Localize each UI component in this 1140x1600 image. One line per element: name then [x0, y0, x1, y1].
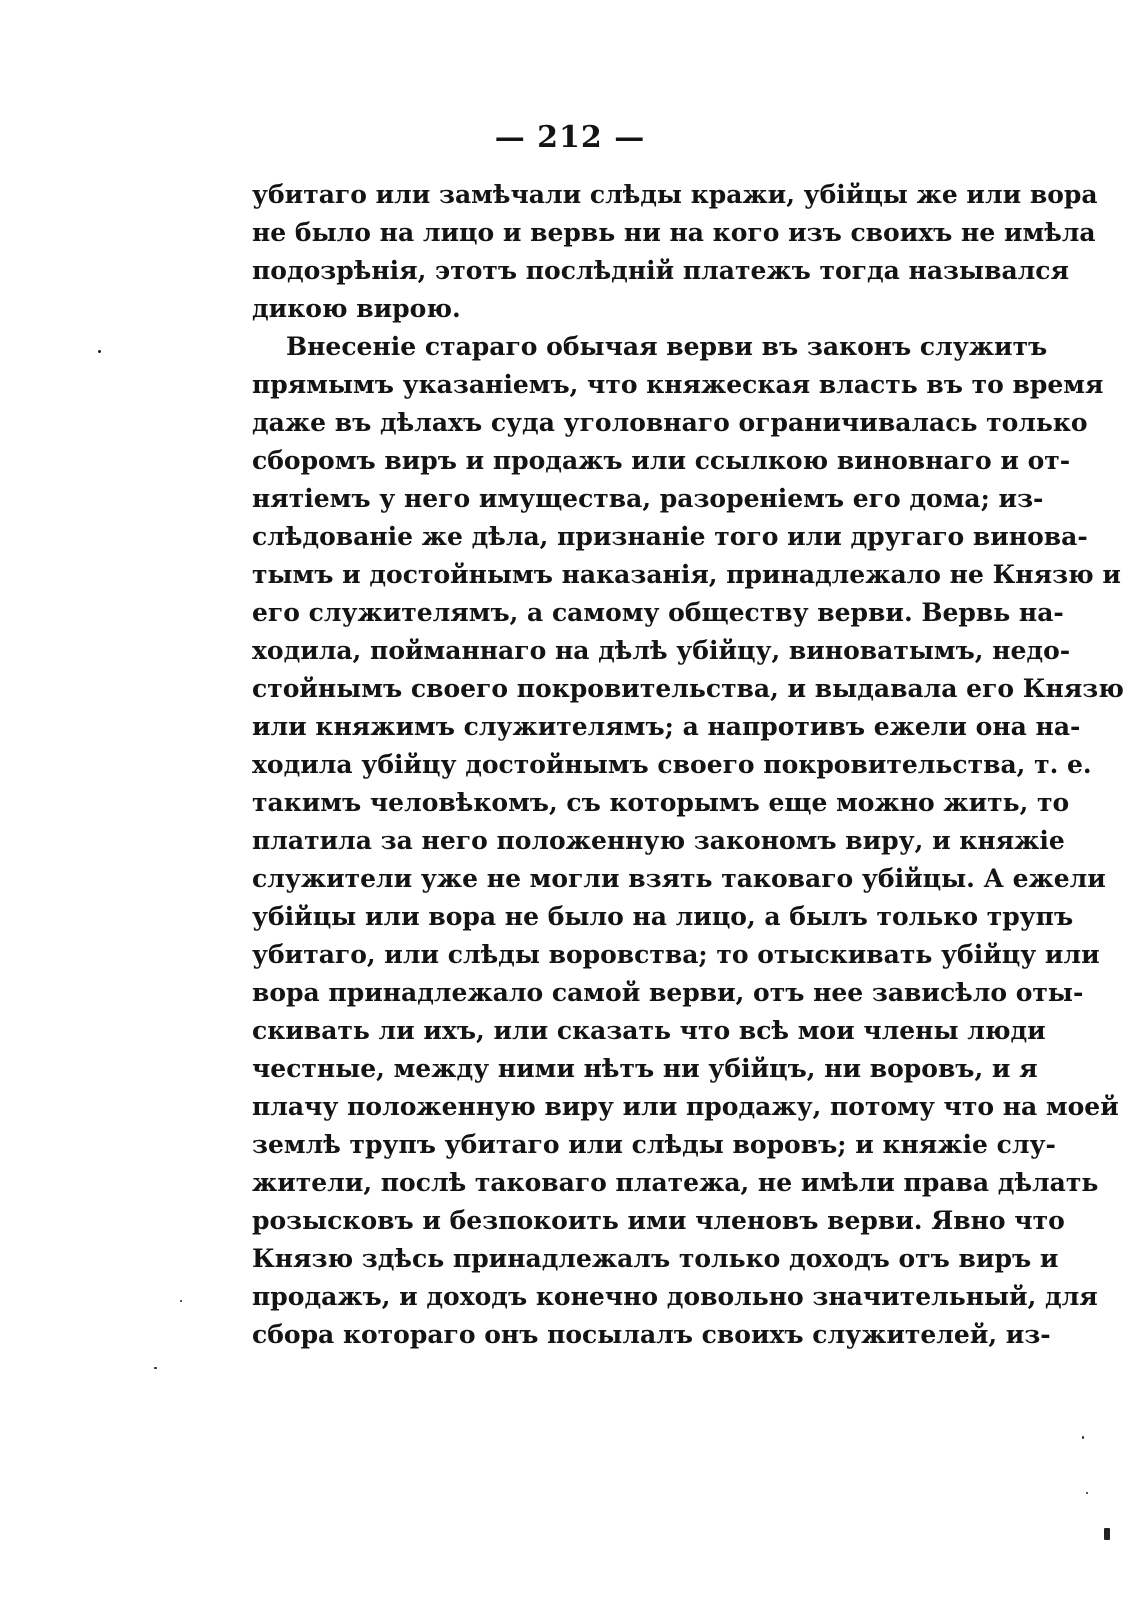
text-line: ходила, пойманнаго на дѣлѣ убійцу, виноватымъ, недо- — [252, 636, 1071, 665]
text-line: Внесеніе стараго обычая верви въ законъ служитъ — [286, 332, 1048, 361]
text-line: даже въ дѣлахъ суда уголовнаго ограничивалась только — [252, 408, 1088, 437]
text-line: скивать ли ихъ, или сказать что всѣ мои члены люди — [252, 1016, 1046, 1045]
text-line: вора принадлежало самой верви, отъ нее зависѣло оты- — [252, 978, 1084, 1007]
scan-speck — [180, 1300, 182, 1302]
scan-speck — [98, 350, 101, 353]
text-line: или княжимъ служителямъ; а напротивъ ежели она на- — [252, 712, 1081, 741]
text-line: плачу положенную виру или продажу, потому что на моей — [252, 1092, 1119, 1121]
text-line: такимъ человѣкомъ, съ которымъ еще можно жить, то — [252, 788, 1070, 817]
text-line: стойнымъ своего покровительства, и выдавала его Князю — [252, 674, 1124, 703]
text-line: не было на лицо и вервь ни на кого изъ своихъ не имѣла — [252, 218, 1096, 247]
paragraph-2 — [252, 328, 1124, 1354]
text-line: служители уже не могли взять таковаго убійцы. А ежели — [252, 864, 1106, 893]
text-line: убитаго, или слѣды воровства; то отыскивать убійцу или — [252, 940, 1100, 969]
scan-speck — [1082, 1436, 1084, 1439]
text-line: его служителямъ, а самому обществу верви. Вервь на- — [252, 598, 1064, 627]
scan-speck — [1086, 1492, 1088, 1494]
paragraph-1 — [252, 176, 1098, 328]
text-line: убитаго или замѣчали слѣды кражи, убійцы же или вора — [252, 180, 1098, 209]
text-line: сбора котораго онъ посылалъ своихъ служителей, из- — [252, 1320, 1051, 1349]
page-number: — 212 — — [494, 120, 646, 155]
text-line: тымъ и достойнымъ наказанія, принадлежало не Князю и — [252, 560, 1121, 589]
text-line: продажъ, и доходъ конечно довольно значительный, для — [252, 1282, 1098, 1311]
text-line: прямымъ указаніемъ, что княжеская власть въ то время — [252, 370, 1104, 399]
text-line: жители, послѣ таковаго платежа, не имѣли права дѣлать — [252, 1168, 1099, 1197]
text-line: ходила убійцу достойнымъ своего покровительства, т. е. — [252, 750, 1092, 779]
text-line: Князю здѣсь принадлежалъ только доходъ отъ виръ и — [252, 1244, 1059, 1273]
text-line: честные, между ними нѣтъ ни убійцъ, ни воровъ, и я — [252, 1054, 1038, 1083]
text-line: землѣ трупъ убитаго или слѣды воровъ; и княжіе слу- — [252, 1130, 1056, 1159]
text-line: сборомъ виръ и продажъ или ссылкою виновнаго и от- — [252, 446, 1071, 475]
text-line: убійцы или вора не было на лицо, а былъ только трупъ — [252, 902, 1074, 931]
scan-speck — [1104, 1528, 1110, 1540]
text-line: нятіемъ у него имущества, разореніемъ его дома; из- — [252, 484, 1044, 513]
text-line: подозрѣнія, этотъ послѣдній платежъ тогда назывался — [252, 256, 1069, 285]
text-line: слѣдованіе же дѣла, признаніе того или другаго винова- — [252, 522, 1088, 551]
text-line: дикою вирою. — [252, 294, 461, 323]
text-line: платила за него положенную закономъ виру, и княжіе — [252, 826, 1065, 855]
scan-speck — [154, 1367, 157, 1369]
text-line: розысковъ и безпокоить ими членовъ верви. Явно что — [252, 1206, 1065, 1235]
body-text — [252, 176, 1124, 1354]
